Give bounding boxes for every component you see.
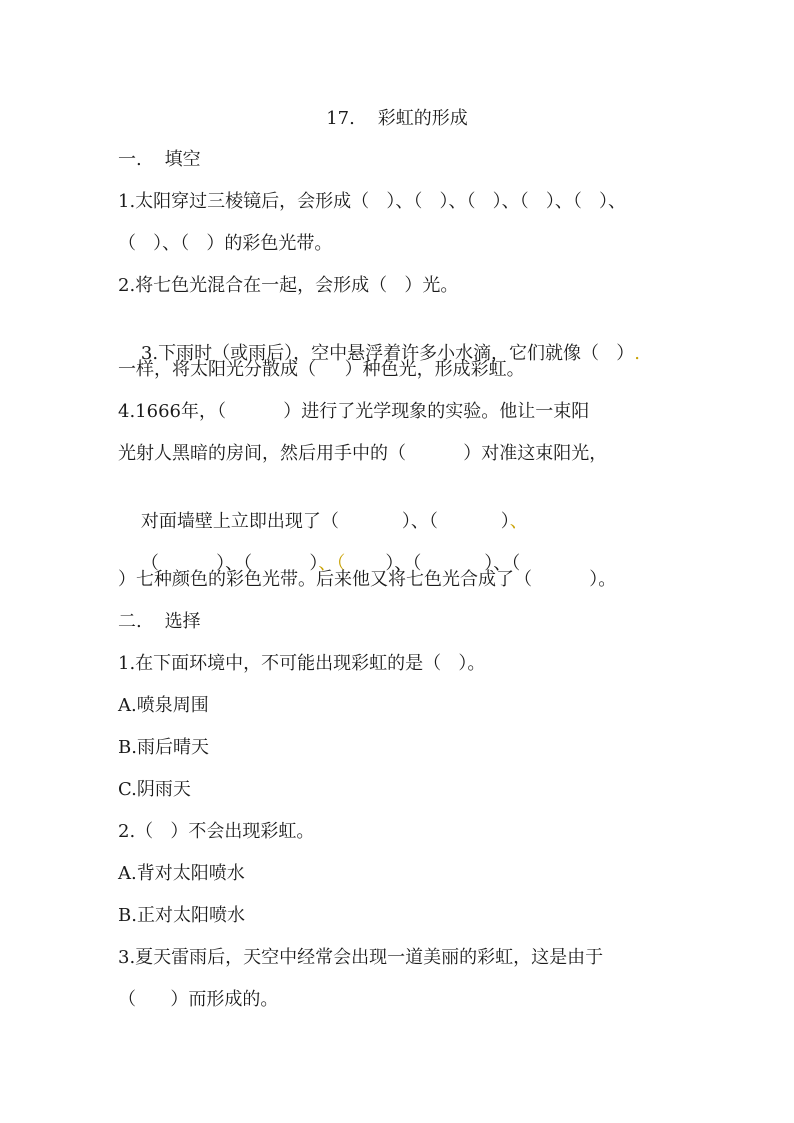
question-line: 4.1666年，（ ）进行了光学现象的实验。他让一束阳 xyxy=(118,401,590,422)
answer-option: A.喷泉周围 xyxy=(118,695,209,716)
question-line: （ ）而形成的。 xyxy=(118,989,279,1010)
question-text: （ ）、（ ） xyxy=(140,553,319,574)
answer-option: B.正对太阳喷水 xyxy=(118,905,245,926)
question-line: ）七种颜色的彩色光带。后来他又将七色光合成了（ ）。 xyxy=(118,569,617,590)
stray-mark: 、 xyxy=(509,511,528,532)
question-text: ）、（ ）、（ xyxy=(385,553,521,574)
question-text: 对面墙壁上立即出现了（ ）、（ ） xyxy=(140,511,510,532)
answer-option: A.背对太阳喷水 xyxy=(118,863,245,884)
question-line: （ ）、（ ）的彩色光带。 xyxy=(118,233,333,254)
stray-mark: 、（ xyxy=(318,553,346,574)
page-title: 17. 彩虹的形成 xyxy=(326,108,468,129)
question-line: 一样，将太阳光分散成（ ）种色光，形成彩虹。 xyxy=(118,359,525,380)
answer-option: B.雨后晴天 xyxy=(118,737,209,758)
question-text: 3.下雨时（或雨后），空中悬浮着许多小水滴，它们就像（ ） xyxy=(140,343,635,364)
question-line: 1.太阳穿过三棱镜后，会形成（ ）、（ ）、（ ）、（ ）、（ ）、 xyxy=(118,191,626,212)
question-line: 光射人黑暗的房间，然后用手中的（ ）对准这束阳光， xyxy=(118,443,608,464)
stray-mark: . xyxy=(634,343,640,364)
question-line: 1.在下面环境中，不可能出现彩虹的是（ ）。 xyxy=(118,653,486,674)
section-heading-fill-blank: 一. 填空 xyxy=(118,149,201,170)
section-heading-choice: 二. 选择 xyxy=(118,611,201,632)
question-line: 2.（ ）不会出现彩虹。 xyxy=(118,821,315,842)
answer-option: C.阴雨天 xyxy=(118,779,191,800)
question-line: 3.夏天雷雨后，天空中经常会出现一道美丽的彩虹，这是由于 xyxy=(118,947,604,968)
question-line: 2.将七色光混合在一起，会形成（ ）光。 xyxy=(118,275,459,296)
